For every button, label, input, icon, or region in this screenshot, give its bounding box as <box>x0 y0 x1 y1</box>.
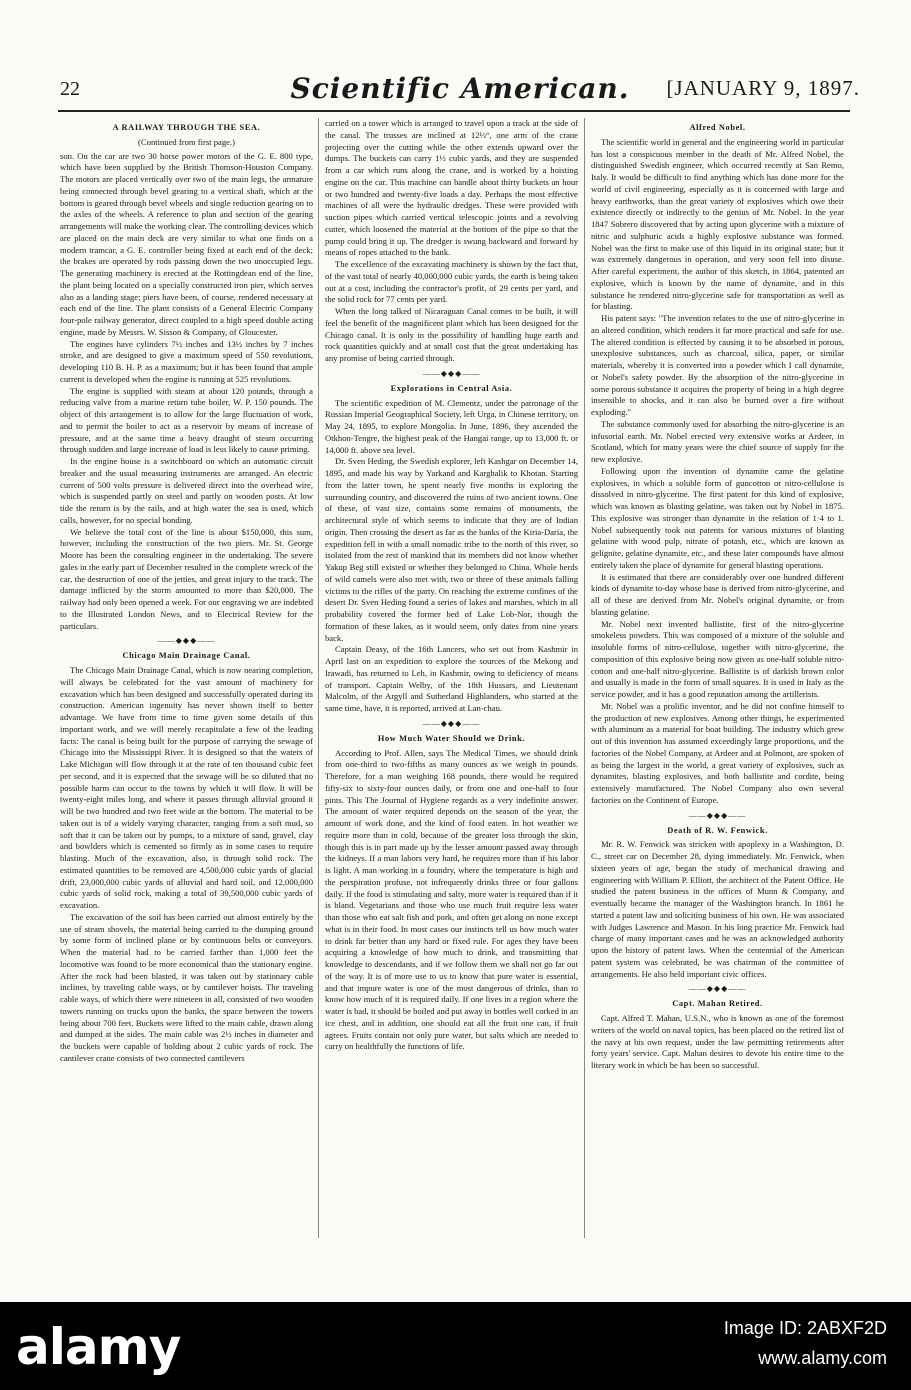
paragraph: The engines have cylinders 7½ inches and 13½ inches by 7 inches stroke, and are designed to give a maximum speed of 550 revolutions, developing 110 B. H. P. as a maximum; but it has been found that ample current is developed when the engine is running at 525 revolutions. <box>60 338 313 384</box>
paragraph: The excavation of the soil has been carried out almost entirely by the use of steam shovels, the material being carried to the dumping ground by some form of inclined plane or by continuous belts or conveyors. When the material had to be carried farther than 1,000 feet the locomotive was found to be more economical than the stationary engine. After the rock had been blasted, it was taken out by stationary cable inclines, by traveling cable ways, or by cantilever hoists. The traveling cable ways, of which there were nineteen in all, consisted of two wooden towers running on trucks upon the banks, the space between the towers being about 700 feet. Buckets were lifted to the main cable, drawn along and dumped at the sides. The main cable was 2½ inches in diameter and the buckets were capable of holding about 2 cubic yards of rock. The cantilever crane consists of two connected cantilevers <box>60 911 313 1063</box>
paragraph: When the long talked of Nicaraguan Canal comes to be built, it will feel the benefit of the magnificent plant which has been designed for the Chicago canal. It is only in the possibility of handling huge earth and rock quantities quickly and at small cost that the great undertaking has any promise of being carried through. <box>325 306 578 363</box>
paragraph: The scientific expedition of M. Clementz, under the patronage of the Russian Imperial Geographical Society, left Urga, in Chinese territory, on May 24, 1895, to explore Mongolia. In June, 1896, they ascended the Otkhon-Tengre, the highest peak of the Hangai range, up to 13,000 ft. or 14,000 ft. above sea level. <box>325 397 578 455</box>
section-ornament: ——◆◆◆—— <box>422 718 481 728</box>
paragraph: Dr. Sven Heding, the Swedish explorer, left Kashgar on December 14, 1895, and made his way by Yarkand and Karghalik to Khotan. Starting from the latter town, he spent nearly five months in exploring the surrounding country, and discovered the ruins of two ancient towns. One of these, of vast size, contains some remains of monuments, the architectural style of which seems to indicate that they are of Indian origin. Then crossing the desert as far as the banks of the Kiria-Daria, the expedition fell in with a small nomadic tribe to the north of this river, so isolated from the rest of mankind that its members did not know whether Yakup Beg still existed or whether they belonged to China. Whole herds of wild camels were also met with, two or three of these animals falling victims to the rifles of the party. On reaching the extreme confines of the desert Dr. Sven Heding found a series of lakes and marshes, which in all probability covered the former bed of Lake Lob-Nor, though the formation of these lakes, as it would seem, only dates from nine years back. <box>325 456 578 643</box>
paragraph: Mr. Nobel next invented ballistite, first of the nitro-glycerine smokeless powders. This was composed of a mixture of the soluble and insoluble forms of nitro-cellulose, together with nitro-glycerine, the composition of this explosive being now given as one-half soluble nitro-cotton and one-half nitro-glycerine. Ballistite is of darkish brown color and usually is made in the form of small squares. It is used in Italy as the service powder, and it has a good reputation among the artillerists. <box>591 618 844 699</box>
section-ornament: ——◆◆◆—— <box>688 810 747 820</box>
paragraph: The Chicago Main Drainage Canal, which is now nearing completion, will always be celebrated for the vast amount of machinery for excavation which has been designed and successfully operated during its construction. American ingenuity has never shown itself to better advantage. We have from time to time given some details of this important work, and we will merely recapitulate a few of the leading facts: The canal is being built for the purpose of carrying the sewage of Chicago into the Mississippi River. It is designed so that the waters of Lake Michigan will flow through it at the rate of ten thousand cubic feet per second, and it is expected that the sewage will be so diluted that no possible harm can occur to the towns by which it will flow. It will be twenty-eight miles long, and where it passes through alluvial ground it will be two hundred and two feet wide at the bottom. The material to be taken out is of a widely varying character, ranging from a soft mud, so soft that it can be taken out by pumps, to a mixture of sand, gravel, clay and bowlders which is cemented so firmly as in some cases to require blasting. Much of the excavation, also, is through solid rock. The estimated quantities to be removed are 4,500,000 cubic yards of glacial drift, 23,000,000 cubic yards of alluvial and hard soil, and 12,000,000 cubic yards of solid rock, making a total of 39,500,000 cubic yards of excavation. <box>60 665 313 910</box>
column-divider <box>318 118 319 1238</box>
paragraph: The scientific world in general and the engineering world in particular has lost a conspicuous member in the death of Mr. Alfred Nobel, the distinguished Swedish engineer, which occurred recently at San Remo, Italy. It would be difficult to find anything which has done more for the world of civil engineering, especially as it is concerned with large and heavy earthworks, than the great variety of explosives which owe their existence directly or indirectly to the genius of Mr. Nobel. In the year 1847 Sobrero discovered that by acting upon glycerine with a mixture of nitric and sulphuric acids a highly explosive substance was formed. Nobel was the first to make use of this liquid in its original state; but it was extremely dangerous in operation, and very soon fell into disuse. After careful experiment, the author of this sketch, in 1864, patented an explosive, which is known by the name of dynamite, and in this substance he rendered nitro-glycerine safe for transportation as well as for blasting. <box>591 136 844 312</box>
column-2 <box>325 118 578 1248</box>
paragraph: According to Prof. Allen, says The Medical Times, we should drink from one-third to two-fifths as many ounces as we weigh in pounds. Therefore, for a man weighing 168 pounds, there would be required fifty-six to sixty-four ounces daily, or from one and one-half to four pints. This The Journal of Hygiene regards as a very indefinite answer. The amount of water required depends on the season of the year, the amount of work done, and the kind of food eaten. In hot weather we require more than in cold, because of the greater loss through the skin, though this is in part made up by the lesser amount passed away through the kidneys. If a man labors very hard, he requires more than if his labor is light. A man working in a foundry, where the temperature is high and the perspiration profuse, not infrequently drinks three or four gallons daily. If the food is stimulating and salty, more water is required than if it is bland. Vegetarians and those who use much fruit require less water than those who eat salt fish and pork, and often get along on none except what is in their food. In most cases our instincts tell us how much water to drink far better than any hard or fixed rule. For ages they have been acquiring a knowledge of how much to drink, and transmitting that knowledge to descendants, and if we follow them we shall not go far out of the way. It is of more use to us to know that pure water is essential, and that impure water is one of the most dangerous of drinks, than to know how much of it is required daily. If one lives in a region where the water is bad, it should be boiled and put away in bottles well corked in an ice chest, and in addition, one should eat all the fruit one can, if fruit agrees. Fruits contain not only pure water, but salts which are needed to carry on healthfully the functions of life. <box>325 747 578 1052</box>
paragraph: son. On the car are two 30 horse power motors of the G. E. 800 type, which have been supplied by the British Thomson-Houston Company. The motors are placed vertically over two of the main legs, the armature being connected through bevel gearing to a vertical shaft, which at the bottom is geared through bevel wheels and single reduction gearing on to the axles of the wheels. A reference to plan and section of the gearing arrangements will make the working clear. The controlling devices which are placed on the main deck are very similar to what one finds on a modern tramcar, a G. E. controller being fixed at each end of the deck; the brakes are operated by rods passing down the two unoccupied legs. The generating machinery is erected at the Rottingdean end of the line, the plant being located on a specially constructed iron pier, which serves also as a landing stage; piers have been, of course, rendered necessary at each end of the line. The plant consists of a General Electric Company four-pole railway generator, direct coupled to a high speed double acting engine, made by Messrs. W. Sisson & Company, of Gloucester. <box>60 150 313 337</box>
article-title-railway: A RAILWAY THROUGH THE SEA. <box>112 123 261 132</box>
header-rule <box>58 110 850 112</box>
paragraph: It is estimated that there are considerably over one hundred different kinds of dynamite to-day whose base is derived from nitro-glycerine, and all of these are derived from Mr. Nobel's original dynamite, or from blasting gelatine. <box>591 571 844 617</box>
paragraph: We believe the total cost of the line is about $150,000, this sum, however, including the construction of the two piers. Mr. St. George Moore has been the consulting engineer in the undertaking. The severe gales in the early part of December resulted in the complete wreck of the car, the destruction of one of the jetties, and great injury to the track. The damage inflicted by the storm amounted to more than $20,000. The railway had only been opened a week. For our engraving we are indebted to the Illustrated London News, and to Electrical Review for the particulars. <box>60 526 313 631</box>
paragraph: Mr. Nobel was a prolific inventor, and he did not confine himself to the production of new explosives. Among other things, he experimented with aluminum as a material for boat building. The industry which grew out of this invention has assumed exceedingly large proportions, and the factories of the Nobel Company, at Ardeer and at Polmont, are spoken of as being the largest in the world, a great variety of explosives, such as dynamites, blasting explosives, and both ballistite and cordite, being extensively manufactured. The Nobel Company also own several factories on the Continent of Europe. <box>591 700 844 805</box>
article-title-fenwick: Death of R. W. Fenwick. <box>667 825 768 835</box>
section-ornament: ——◆◆◆—— <box>157 636 216 646</box>
article-title-central-asia: Explorations in Central Asia. <box>390 383 513 393</box>
paragraph: Following upon the invention of dynamite came the gelatine explosives, in which a soluble form of guncotton or nitro-cellulose is dissolved in nitro-glycerine. The first patent for this kind of explosive, which was known as blasting gelatine, was taken out by Nobel in 1875. This explosive was stronger than dynamite in the relation of 1·4 to 1. Nobel subsequently took out patents for various mixtures of blasting gelatine with wood pulp, nitrate of potash, etc., which are known as gelignite, gelatine dynamite, etc., and these later compounds have almost entirely taken the place of dynamite for general blasting operations. <box>591 465 844 570</box>
paragraph: The substance commonly used for absorbing the nitro-glycerine is an infusorial earth. Mr. Nobel erected very extensive works at Ardeer, in Scotland, which for many years were the chief source of supply for the new explosive. <box>591 418 844 464</box>
column-1 <box>60 118 313 1248</box>
page-number: 22 <box>60 78 80 100</box>
article-title-drainage-canal: Chicago Main Drainage Canal. <box>122 651 251 661</box>
alamy-logo: alamy <box>16 1318 181 1376</box>
article-title-water: How Much Water Should we Drink. <box>377 733 526 743</box>
section-ornament: ——◆◆◆—— <box>688 984 747 994</box>
paragraph: In the engine house is a switchboard on which an automatic circuit breaker and the usual measuring instruments are arranged. An electric current of 500 volts pressure is delivered direct into the overhead wire, which is suspended partly on steel and partly on wooden posts. At low tide the return is by the rails, and at high water the sea is used, which calls, however, for no special bonding. <box>60 456 313 525</box>
paragraph: Captain Deasy, of the 16th Lancers, who set out from Kashmir in April last on an expedition to explore the sources of the Mekong and Irawadi, has returned to Leh, in Kashmir, owing to deficiency of means of transport. Captain Welby, of the 18th Hussars, and Lieutenant Malcolm, of the Argyll and Sutherland Highlanders, who started at the same time, have, it is reported, arrived at Lan-chau. <box>325 644 578 713</box>
masthead: Scientific American. <box>290 72 630 105</box>
article-title-nobel: Alfred Nobel. <box>689 123 746 132</box>
paragraph: The engine is supplied with steam at about 120 pounds, through a reducing valve from a marine return tube boiler, W. P. 150 pounds. The object of this arrangement is to allow for the large fluctuation of work, and to permit the boiler to act as a reservoir by means of increase of pressure, and at the same time a heavy draught of steam occurring through sudden and large increase of load is less likely to cause priming. <box>60 385 313 455</box>
site-url: www.alamy.com <box>758 1348 887 1368</box>
article-title-mahan: Capt. Mahan Retired. <box>672 999 763 1009</box>
paragraph: carried on a tower which is arranged to travel upon a track at the side of the canal. The trusses are inclined at 12½°, one arm of the crane projecting over the cutting while the other extends upward over the dumps. The buckets can carry 1½ cubic yards, and they are suspended from a car which runs along the crane, and is worked by a hoisting engine on the car. This machine can handle about thirty buckets an hour or two hundred and twenty-five loads a day. Perhaps the most effective machines of all were the hydraulic dredges. These were provided with suction pipes which carried vertical telescopic joints and a revolving cutter, which loosened the material at the bottom of the pipe so that the pump could bring it up. The dredger is swung backward and forward by means of ropes attached to the bank. <box>325 118 578 258</box>
section-ornament: ——◆◆◆—— <box>422 368 481 378</box>
paragraph: Mr. R. W. Fenwick was stricken with apoplexy in a Washington, D. C., street car on December 28, dying immediately. Mr. Fenwick, when sixteen years of age, began the study of mechanical drawing and engineering with William P. Elliott, the architect of the Patent Office. He studied the patent business in the offices of Munn & Company, and eventually became the manager of the Washington branch. In 1861 he started a patent law and soliciting business of his own. He was associated with Judges Lawrence and Mason. In his long practice Mr. Fenwick had charge of many important cases and he was an acknowledged authority upon the history of patent laws. When the centennial of the American patent system was celebrated, he was chairman of the committee of arrangements. He also held important civic offices. <box>591 839 844 979</box>
paragraph: Capt. Alfred T. Mahan, U.S.N., who is known as one of the foremost writers of the world on naval topics, has been placed on the retired list of the navy at his own request, under the law permitting retirements after forty years' service. Capt. Mahan desires to devote his entire time to the literary work in which he has been so successful. <box>591 1013 844 1070</box>
column-3 <box>591 118 844 1248</box>
article-subtitle: (Continued from first page.) <box>138 136 235 147</box>
paragraph: His patent says: "The invention relates to the use of nitro-glycerine in an altered condition, which renders it far more practical and safe for use. The altered condition is effected by causing it to be absorbed in porous, unexplosive substances, such as charcoal, silica, paper, or similar materials, whereby it is converted into a powder which I call dynamite, or Nobel's safety powder. By the absorption of the nitro-glycerine in some porous substance it acquires the property of being in a high degree insensible to shocks, and it can also be burned over a fire without exploding." <box>591 313 844 417</box>
image-id: Image ID: 2ABXF2D <box>723 1318 887 1338</box>
paragraph: The excellence of the excavating machinery is shown by the fact that, of the vast total of nearly 40,000,000 cubic yards, the earth is being taken out at a cost, including the contractor's profit, of 29 cents per yard, and the solid rock for 77 cents per yard. <box>325 259 578 305</box>
column-divider <box>584 118 585 1238</box>
issue-date: [JANUARY 9, 1897. <box>666 76 860 100</box>
page-header <box>60 72 860 112</box>
